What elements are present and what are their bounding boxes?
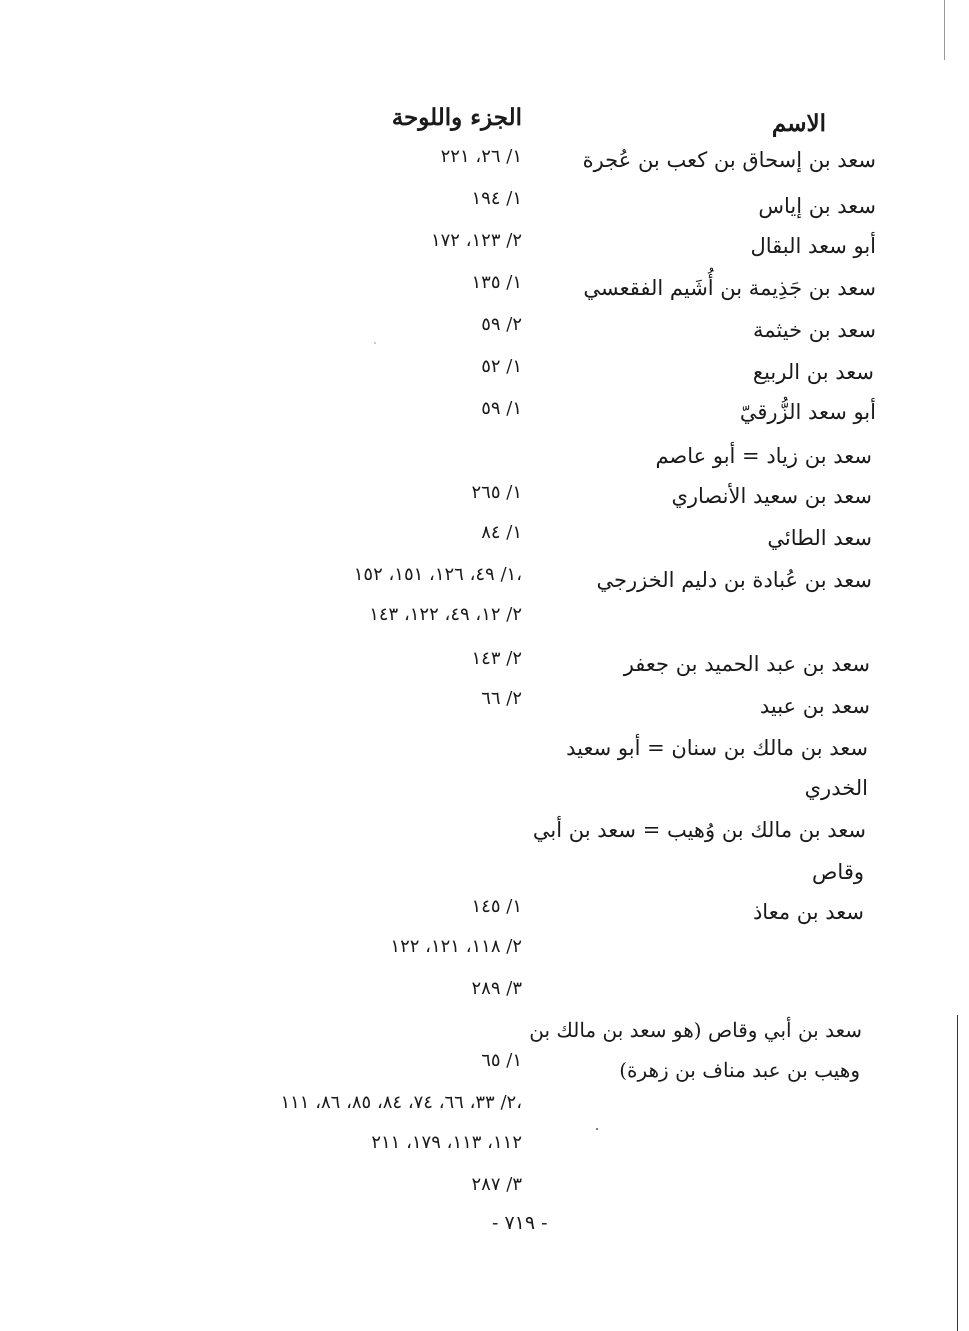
- entry-ref: ١/ ١٣٥: [471, 272, 522, 293]
- entry-name: سعد بن مالك بن وُهيب = سعد بن أبي: [532, 818, 866, 842]
- entry-name: سعد بن عُبادة بن دليم الخزرجي: [596, 568, 872, 592]
- entry-ref: ١/ ٢٦٥: [471, 482, 522, 503]
- entry-ref: ٣/ ٢٨٧: [471, 1174, 522, 1195]
- entry-name: سعد بن إسحاق بن كعب بن عُجرة: [582, 148, 876, 172]
- column-header-ref: الجزء واللوحة: [391, 104, 522, 131]
- page-number: - ٧١٩ -: [492, 1212, 548, 1234]
- page-edge-line: [944, 0, 945, 60]
- entry-name: سعد بن خيثمة: [753, 318, 876, 342]
- entry-ref: ١/ ٢٦، ٢٢١: [440, 146, 522, 167]
- entry-ref: ٢/ ١٢٣، ١٧٢: [430, 230, 522, 251]
- entry-ref: ١/ ١٤٥: [471, 896, 522, 917]
- entry-name-continued: وهيب بن عبد مناف بن زهرة): [619, 1058, 860, 1082]
- entry-ref: ١/ ٥٢: [481, 356, 522, 377]
- entry-ref: ٢/ ٥٩: [481, 314, 522, 335]
- entry-ref: ٢/ ١٢، ٤٩، ١٢٢، ١٤٣: [369, 604, 522, 625]
- entry-name: أبو سعد الزُّرقيّ: [739, 400, 876, 424]
- entry-name-continued: الخدري: [804, 776, 868, 800]
- entry-name: سعد بن الربيع: [752, 360, 874, 384]
- entry-name: سعد بن سعيد الأنصاري: [671, 484, 872, 508]
- entry-name: سعد بن إياس: [758, 194, 876, 218]
- entry-name: سعد بن جَذِيمة بن أُشَيم الفقعسي: [583, 276, 876, 300]
- column-header-name: الاسم: [771, 110, 826, 137]
- entry-name-continued: وقاص: [812, 860, 864, 884]
- entry-name: سعد بن أبي وقاص (هو سعد بن مالك بن: [529, 1018, 862, 1042]
- entry-ref: ٢/ ١١٨، ١٢١، ١٢٢: [390, 936, 522, 957]
- entry-ref: ١/ ٥٩: [481, 398, 522, 419]
- entry-ref: ١/ ٤٩، ١٢٦، ١٥١، ١٥٢،: [353, 564, 522, 585]
- entry-name: سعد بن زياد = أبو عاصم: [655, 444, 872, 468]
- entry-name: سعد بن عبد الحميد بن جعفر: [623, 652, 870, 676]
- entry-name: سعد بن مالك بن سنان = أبو سعيد: [566, 736, 868, 760]
- entry-name: أبو سعد البقال: [750, 234, 876, 258]
- entry-ref: ١/ ٦٥: [481, 1050, 522, 1071]
- entry-name: سعد بن معاذ: [752, 900, 864, 924]
- page-edge-line: [957, 1015, 958, 1331]
- entry-ref: ٢/ ٦٦: [481, 688, 522, 709]
- entry-ref: ٢/ ٣٣، ٦٦، ٧٤، ٨٤، ٨٥، ٨٦، ١١١،: [280, 1092, 522, 1113]
- entry-ref: ٣/ ٢٨٩: [471, 978, 522, 999]
- entry-ref: ١/ ١٩٤: [471, 188, 522, 209]
- entry-ref: ١/ ٨٤: [481, 522, 522, 543]
- scan-speck: [596, 1128, 598, 1130]
- entry-ref: ٢/ ١٤٣: [471, 648, 522, 669]
- scan-speck: [374, 342, 376, 344]
- entry-ref: ١١٢، ١١٣، ١٧٩، ٢١١: [371, 1132, 522, 1153]
- entry-name: سعد بن عبيد: [759, 694, 870, 718]
- entry-name: سعد الطائي: [767, 526, 872, 550]
